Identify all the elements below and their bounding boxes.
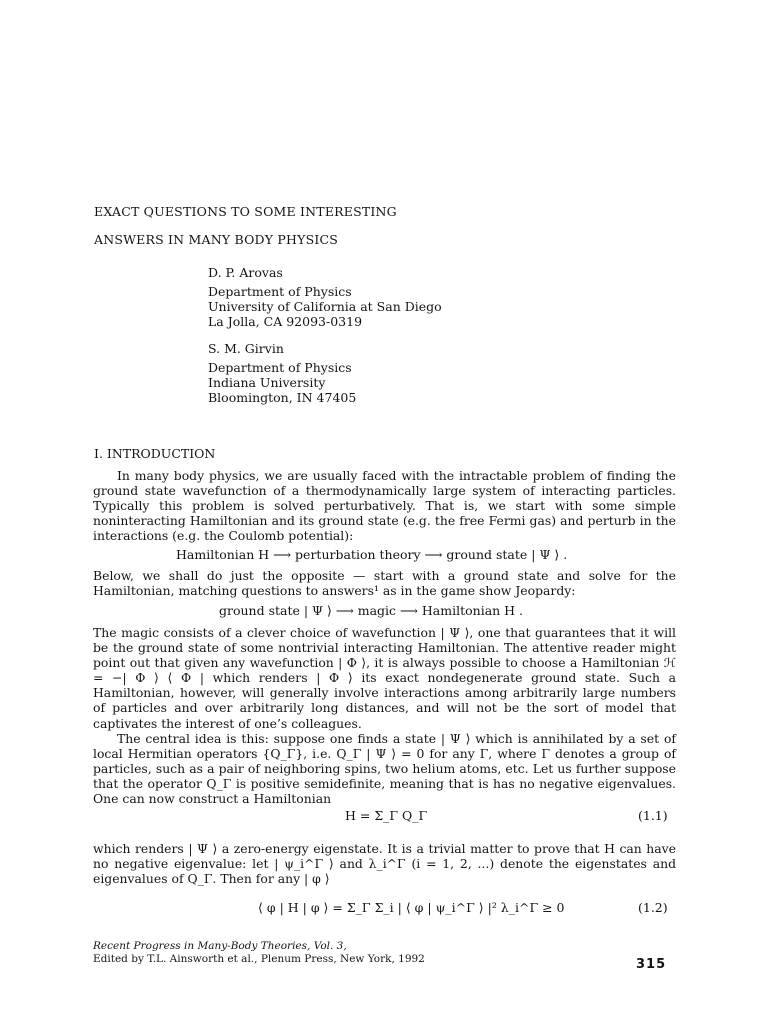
author-affiliation-line: Department of Physics — [208, 284, 352, 299]
equation-magic: ground state | Ψ ⟩ ⟶ magic ⟶ Hamiltonian H . — [219, 603, 524, 618]
equation-number-1-2: (1.2) — [638, 900, 668, 915]
footer-publication: Recent Progress in Many-Body Theories, Vol. 3, — [93, 940, 347, 952]
page-number: 315 — [636, 957, 667, 972]
paragraph-5: which renders | Ψ ⟩ a zero-energy eigenstate. It is a trivial matter to prove that H can have no negative eigenvalue: let | ψ_i^Γ ⟩ and λ_i^Γ (i = 1, 2, ...) denote the eigenstates and eigenvalues of Q_Γ. Then for any | φ ⟩ — [93, 841, 676, 887]
paragraph-1: In many body physics, we are usually faced with the intractable problem of finding the ground state wavefunction of a thermodynamically large system of interacting particles. Typically this problem is solved perturbatively. That is, we start with some simple noninteracting Hamiltonian and its ground state (e.g. the free Fermi gas) and perturb in the interactions (e.g. the Coulomb potential): — [93, 468, 676, 544]
section-heading: I. INTRODUCTION — [94, 446, 216, 461]
paragraph-2: Below, we shall do just the opposite — start with a ground state and solve for the Hamiltonian, matching questions to answers¹ as in the game show Jeopardy: — [93, 568, 676, 599]
author-affiliation-line: Indiana University — [208, 375, 326, 390]
paragraph-3: The magic consists of a clever choice of wavefunction | Ψ ⟩, one that guarantees that it will be the ground state of some nontrivial interacting Hamiltonian. The attentive reader might point out that given any wavefunction | Φ ⟩, it is always possible to choose a Hamiltonian ℋ = −| Φ ⟩ ⟨ Φ | which renders | Φ ⟩ its exact nondegenerate ground state. Such a Hamiltonian, however, will generally involve interactions among arbitrarily large numbers of particles and over arbitrarily long distances, and will not be the sort of model that captivates the interest of one’s colleagues. — [93, 625, 676, 731]
equation-number-1-1: (1.1) — [638, 808, 668, 823]
equation-perturbation: Hamiltonian H ⟶ perturbation theory ⟶ ground state | Ψ ⟩ . — [176, 547, 568, 562]
paragraph-4: The central idea is this: suppose one finds a state | Ψ ⟩ which is annihilated by a set of local Hermitian operators {Q_Γ}, i.e. Q_Γ | Ψ ⟩ = 0 for any Γ, where Γ denotes a group of particles, such as a pair of neighboring spins, two helium atoms, etc. Let us further suppose that the operator Q_Γ is positive semidefinite, meaning that is has no negative eigenvalues. One can now construct a Hamiltonian — [93, 731, 676, 807]
equation-1-2: ⟨ φ | H | φ ⟩ = Σ_Γ Σ_i | ⟨ φ | ψ_i^Γ ⟩ |² λ_i^Γ ≥ 0 — [258, 900, 565, 915]
author-block-1 — [208, 265, 442, 329]
author-affiliation-line: La Jolla, CA 92093-0319 — [208, 314, 363, 329]
author-block-2 — [208, 341, 356, 405]
paper-title-line-2: ANSWERS IN MANY BODY PHYSICS — [94, 232, 338, 247]
paper-title-line-1: EXACT QUESTIONS TO SOME INTERESTING — [94, 204, 397, 219]
author-affiliation-line: University of California at San Diego — [208, 299, 442, 314]
author-affiliation-line: Bloomington, IN 47405 — [208, 390, 357, 405]
author-name: D. P. Arovas — [208, 265, 283, 280]
author-affiliation-line: Department of Physics — [208, 360, 352, 375]
footer-editors: Edited by T.L. Ainsworth et al., Plenum Press, New York, 1992 — [93, 953, 425, 965]
equation-1-1: H = Σ_Γ Q_Γ — [345, 808, 428, 823]
author-name: S. M. Girvin — [208, 341, 284, 356]
